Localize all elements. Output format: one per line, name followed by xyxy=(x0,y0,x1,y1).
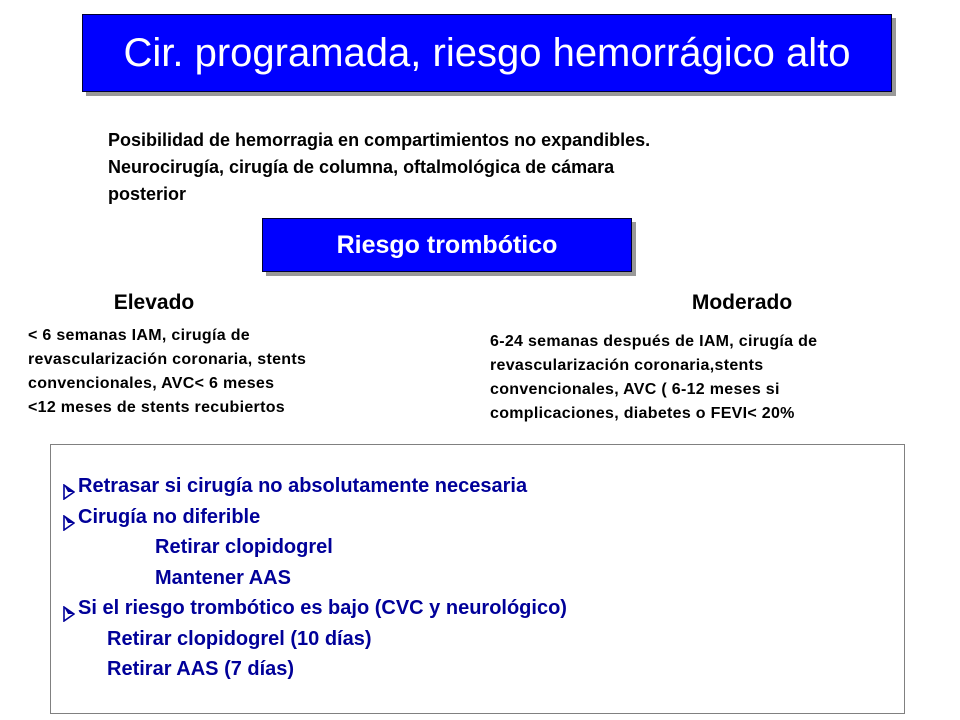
recommendations-list xyxy=(63,471,883,685)
recommendation-item xyxy=(63,471,883,502)
recommendation-subitem xyxy=(63,532,883,563)
intro-line: Neurocirugía, cirugía de columna, oftalmológica de cámara xyxy=(108,157,615,177)
elevado-heading: Elevado xyxy=(113,291,195,314)
recommendation-subitem xyxy=(63,563,883,594)
moderado-line: 6-24 semanas después de IAM, cirugía de xyxy=(490,333,818,350)
arrow-bullet-icon xyxy=(63,601,75,617)
elevado-line: convencionales, AVC< 6 meses xyxy=(28,375,275,392)
recommendation-item xyxy=(63,502,883,533)
recommendations-box xyxy=(50,444,905,714)
intro-line: posterior xyxy=(108,184,187,204)
elevado-description xyxy=(28,324,438,420)
moderado-heading: Moderado xyxy=(691,291,793,314)
moderado-line: revascularización coronaria,stents xyxy=(490,357,764,374)
risk-header: Riesgo trombótico xyxy=(336,230,558,259)
recommendation-text: Si el riesgo trombótico es bajo (CVC y neurológico) xyxy=(78,597,567,619)
arrow-bullet-icon xyxy=(63,479,75,495)
recommendation-text: Retirar clopidogrel xyxy=(155,536,333,558)
slide-title: Cir. programada, riesgo hemorrágico alto xyxy=(123,30,851,75)
risk-banner xyxy=(262,218,632,272)
recommendation-subitem xyxy=(63,654,883,685)
recommendation-text: Retrasar si cirugía no absolutamente necesaria xyxy=(78,475,528,497)
intro-line: Posibilidad de hemorragia en compartimientos no expandibles. xyxy=(108,130,651,150)
recommendation-item xyxy=(63,593,883,624)
elevado-line: <12 meses de stents recubiertos xyxy=(28,399,285,416)
recommendation-text: Cirugía no diferible xyxy=(78,505,261,528)
arrow-bullet-icon xyxy=(63,510,75,526)
moderado-description xyxy=(490,330,930,426)
intro-text xyxy=(108,127,868,208)
moderado-line: convencionales, AVC ( 6-12 meses si xyxy=(490,381,780,398)
elevado-line: < 6 semanas IAM, cirugía de xyxy=(28,327,250,344)
elevado-line: revascularización coronaria, stents xyxy=(28,351,307,368)
title-banner xyxy=(82,14,892,92)
recommendation-text: Retirar clopidogrel (10 días) xyxy=(107,627,372,650)
recommendation-text: Retirar AAS (7 días) xyxy=(107,658,295,680)
recommendation-text: Mantener AAS xyxy=(155,566,291,589)
moderado-line: complicaciones, diabetes o FEVI< 20% xyxy=(490,405,795,422)
recommendation-subitem xyxy=(63,624,883,655)
